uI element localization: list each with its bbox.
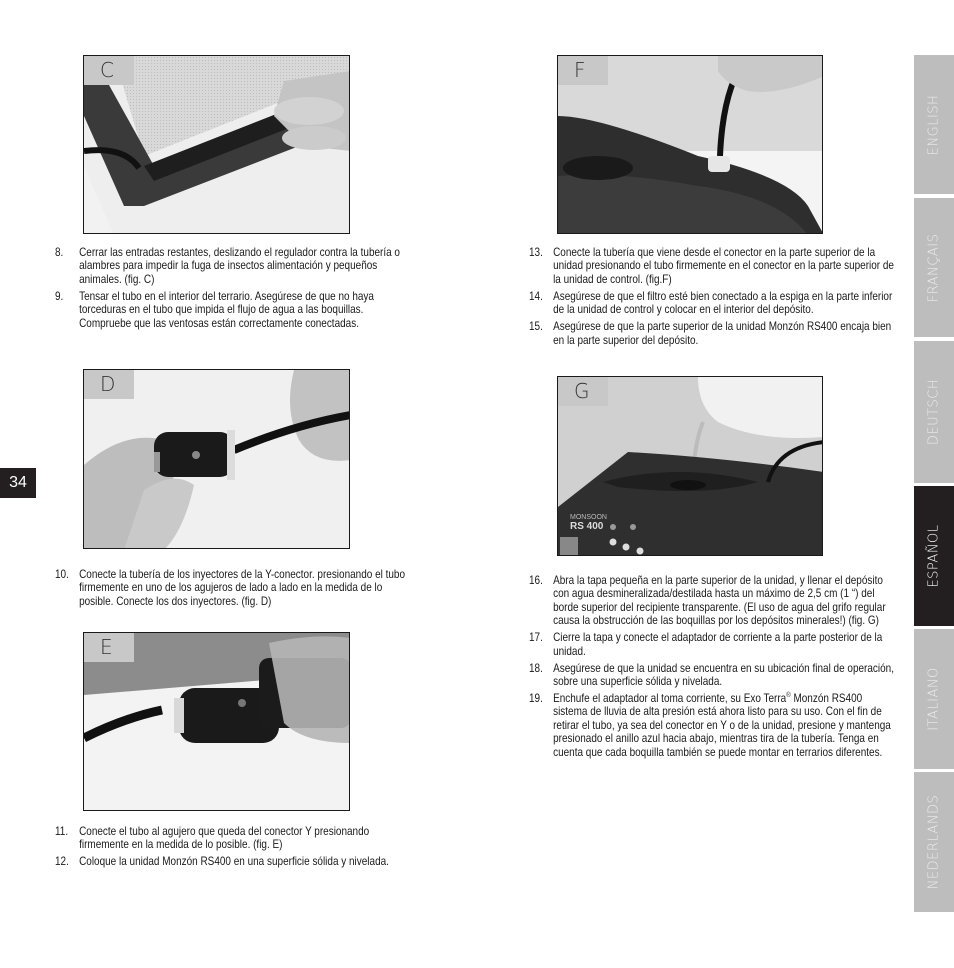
figure-label-c: C	[84, 56, 134, 85]
svg-text:RS 400: RS 400	[570, 521, 604, 532]
instruction-list-10	[55, 568, 416, 612]
figure-d	[83, 369, 350, 549]
instruction-list-8-9	[55, 246, 402, 334]
step-8: 8. Cerrar las entradas restantes, deslizando el regulador contra la tubería o alambres para impedir la fuga de insectos alimentación y pequeños animales. (fig. C)	[55, 246, 400, 286]
step-18: 18. Asegúrese de que la unidad se encuentra en su ubicación final de operación, sobre una superficie sólida y nivelada.	[529, 661, 894, 689]
svg-text:MONSOON: MONSOON	[570, 514, 607, 521]
step-13: 13. Conecte la tubería que viene desde el conector en la parte superior de la unidad presionando el tubo firmemente en el conector en la parte superior de la unidad de control. (fig.F)	[529, 246, 894, 286]
figure-label-e: E	[84, 633, 134, 662]
language-tab-espanol[interactable]: ESPAÑOL	[914, 486, 954, 626]
language-tab-deutsch[interactable]: DEUTSCH	[914, 341, 954, 483]
figure-g	[557, 376, 823, 556]
step-9: 9. Tensar el tubo en el interior del terrario. Asegúrese de que no haya torceduras en el tubo que impida el flujo de agua a las boquillas. Compruebe que las ventosas están correctamente conectadas.	[55, 289, 374, 330]
instruction-list-16-19	[529, 574, 895, 763]
figure-c	[83, 55, 350, 234]
step-19: 19. Enchufe el adaptador al toma corriente, su Exo Terra® Monzón RS400 sistema de lluvia de alta presión está ahora listo para su uso. Con el fin de retirar el tubo, ya sea del conector en Y o de la unidad, presione y mantenga presionado el anillo azul hacia abajo, mientras tira de la tubería. Tenga en cuenta que cada boquilla también se puede montar en terrarios diferentes.	[529, 692, 891, 759]
step-15: 15. Asegúrese de que la parte superior de la unidad Monzón RS400 encaja bien en la parte superior del depósito.	[529, 320, 892, 347]
step-12: 12. Coloque la unidad Monzón RS400 en una superficie sólida y nivelada.	[55, 855, 389, 869]
step-10: 10. Conecte la tubería de los inyectores de la Y-conector. presionando el tubo firmemente en uno de los agujeros de lado a lado en la medida de lo posible. Conecte los dos inyectores. (fig. D)	[55, 568, 406, 608]
figure-label-f: F	[558, 56, 608, 85]
step-11: 11. Conecte el tubo al agujero que queda del conector Y presionando firmemente en la medida de lo posible. (fig. E)	[55, 825, 370, 852]
language-tab-english[interactable]: ENGLISH	[914, 55, 954, 194]
instruction-list-13-15	[529, 246, 895, 351]
figure-e	[83, 632, 350, 811]
figure-f	[557, 55, 823, 234]
figure-label-d: D	[84, 370, 134, 399]
step-17: 17. Cierre la tapa y conecte el adaptador de corriente a la parte posterior de la unidad.	[529, 631, 883, 658]
language-tab-francais[interactable]: FRANÇAIS	[914, 198, 954, 337]
step-16: 16. Abra la tapa pequeña en la parte superior de la unidad, y llenar el depósito con agua desmineralizada/destilada hasta un máximo de 2,5 cm (1 “) del borde superior del recipiente transparente. (El uso de agua del grifo regular causa la obstrucción de las boquillas por los depósitos minerales!) (fig. G)	[529, 574, 886, 628]
page-number: 34	[0, 468, 36, 498]
language-tab-nederlands[interactable]: NEDERLANDS	[914, 772, 954, 912]
instruction-list-11-12	[55, 825, 416, 872]
step-14: 14. Asegúrese de que el filtro esté bien conectado a la espiga en la parte inferior de la unidad de control y colocar en el interior del depósito.	[529, 289, 893, 317]
figure-label-g: G	[558, 377, 608, 406]
language-tab-italiano[interactable]: ITALIANO	[914, 629, 954, 769]
